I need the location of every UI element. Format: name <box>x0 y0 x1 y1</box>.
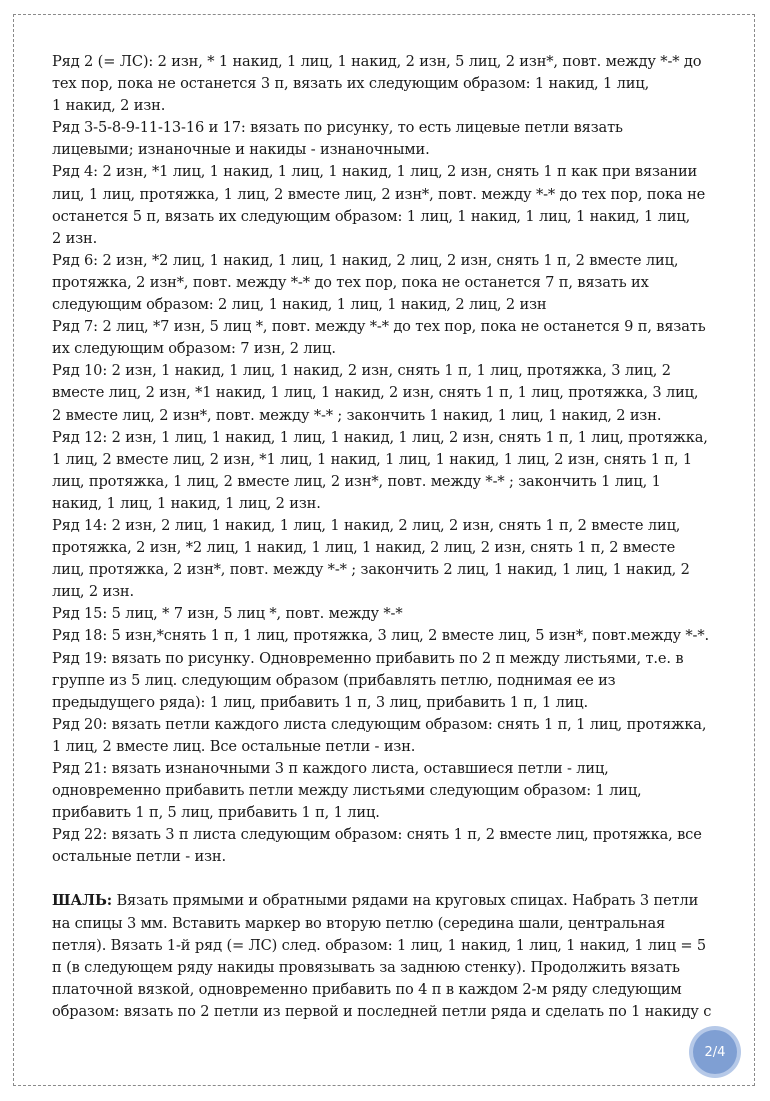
paragraph-row-15: Ряд 15: 5 лиц, * 7 изн, 5 лиц *, повт. между *-* <box>52 605 403 623</box>
paragraph-row-20: Ряд 20: вязать петли каждого листа следующим образом: снять 1 п, 1 лиц, протяжка, 1 лиц, 2 вместе лиц. Все остальные петли - изн. <box>52 715 707 755</box>
paragraph-row-2: Ряд 2 (= ЛС): 2 изн, * 1 накид, 1 лиц, 1 накид, 2 изн, 5 лиц, 2 изн*, повт. между *-* до тех пор, пока не останется 3 п, вязать их следующим образом: 1 накид, 1 лиц, 1 накид, 2 изн. <box>52 53 702 115</box>
paragraph-shawl <box>52 890 724 1023</box>
paragraph-row-7: Ряд 7: 2 лиц, *7 изн, 5 лиц *, повт. между *-* до тех пор, пока не останется 9 п, вязать их следующим образом: 7 изн, 2 лиц. <box>52 318 706 358</box>
paragraph-row-3-17: Ряд 3-5-8-9-11-13-16 и 17: вязать по рисунку, то есть лицевые петли вязать лицевыми; изнаночные и накиды - изнаночными. <box>52 119 623 159</box>
paragraph-gap <box>52 868 724 890</box>
shawl-text: Вязать прямыми и обратными рядами на круговых спицах. Набрать 3 петли на спицы 3 мм. Вставить маркер во вторую петлю (середина шали, центральная петля). Вязать 1-й ряд (= ЛС) след. образом: 1 лиц, 1 накид, 1 лиц, 1 накид, 1 лиц = 5 п (в следующем ряду накиды провязывать за заднюю стенку). Продолжить вязать платочной вязкой, одновременно прибавить по 4 п в каждом 2-м ряду следующим образом: вязать по 2 петли из первой и последней петли ряда и сделать по 1 накиду с <box>52 892 712 1020</box>
paragraph-row-19: Ряд 19: вязать по рисунку. Одновременно прибавить по 2 п между листьями, т.е. в группе из 5 лиц. следующим образом (прибавлять петлю, поднимая ее из предыдущего ряда): 1 лиц, прибавить 1 п, 3 лиц, прибавить 1 п, 1 лиц. <box>52 649 684 711</box>
paragraph-row-18: Ряд 18: 5 изн,*снять 1 п, 1 лиц, протяжка, 3 лиц, 2 вместе лиц, 5 изн*, повт.между *-*. <box>52 627 709 645</box>
shawl-heading: ШАЛЬ: <box>52 892 112 910</box>
paragraph-row-10: Ряд 10: 2 изн, 1 накид, 1 лиц, 1 накид, 2 изн, снять 1 п, 1 лиц, протяжка, 3 лиц, 2 вместе лиц, 2 изн, *1 накид, 1 лиц, 1 накид, 2 изн, снять 1 п, 1 лиц, протяжка, 3 лиц, 2 вместе лиц, 2 изн*, повт. между *-* ; закончить 1 накид, 1 лиц, 1 накид, 2 изн. <box>52 362 699 424</box>
paragraph-row-21: Ряд 21: вязать изнаночными 3 п каждого листа, оставшиеся петли - лиц, одновременно прибавить петли между листьями следующим образом: 1 лиц, прибавить 1 п, 5 лиц, прибавить 1 п, 1 лиц. <box>52 760 642 822</box>
paragraph-row-12: Ряд 12: 2 изн, 1 лиц, 1 накид, 1 лиц, 1 накид, 1 лиц, 2 изн, снять 1 п, 1 лиц, протяжка, 1 лиц, 2 вместе лиц, 2 изн, *1 лиц, 1 накид, 1 лиц, 1 накид, 1 лиц, 2 изн, снять 1 п, 1 лиц, протяжка, 1 лиц, 2 вместе лиц, 2 изн*, повт. между *-* ; закончить 1 лиц, 1 накид, 1 лиц, 1 накид, 1 лиц, 2 изн. <box>52 428 708 512</box>
paragraph-row-22: Ряд 22: вязать 3 п листа следующим образом: снять 1 п, 2 вместе лиц, протяжка, все остальные петли - изн. <box>52 826 702 866</box>
document-body <box>52 51 724 1023</box>
page-indicator-badge[interactable] <box>693 1030 737 1074</box>
paragraph-row-14: Ряд 14: 2 изн, 2 лиц, 1 накид, 1 лиц, 1 накид, 2 лиц, 2 изн, снять 1 п, 2 вместе лиц, протяжка, 2 изн, *2 лиц, 1 накид, 1 лиц, 1 накид, 2 лиц, 2 изн, снять 1 п, 2 вместе лиц, протяжка, 2 изн*, повт. между *-* ; закончить 2 лиц, 1 накид, 1 лиц, 1 накид, 2 лиц, 2 изн. <box>52 516 690 601</box>
paragraph-row-4: Ряд 4: 2 изн, *1 лиц, 1 накид, 1 лиц, 1 накид, 1 лиц, 2 изн, снять 1 п как при вязании лиц, 1 лиц, протяжка, 1 лиц, 2 вместе лиц, 2 изн*, повт. между *-* до тех пор, пока не останется 5 п, вязать их следующим образом: 1 лиц, 1 накид, 1 лиц, 1 накид, 1 лиц, 2 изн. <box>52 163 706 247</box>
page-indicator-label: 2/4 <box>704 1044 726 1060</box>
paragraph-row-6: Ряд 6: 2 изн, *2 лиц, 1 накид, 1 лиц, 1 накид, 2 лиц, 2 изн, снять 1 п, 2 вместе лиц, протяжка, 2 изн*, повт. между *-* до тех пор, пока не останется 7 п, вязать их следующим образом: 2 лиц, 1 накид, 1 лиц, 1 накид, 2 лиц, 2 изн <box>52 251 679 314</box>
